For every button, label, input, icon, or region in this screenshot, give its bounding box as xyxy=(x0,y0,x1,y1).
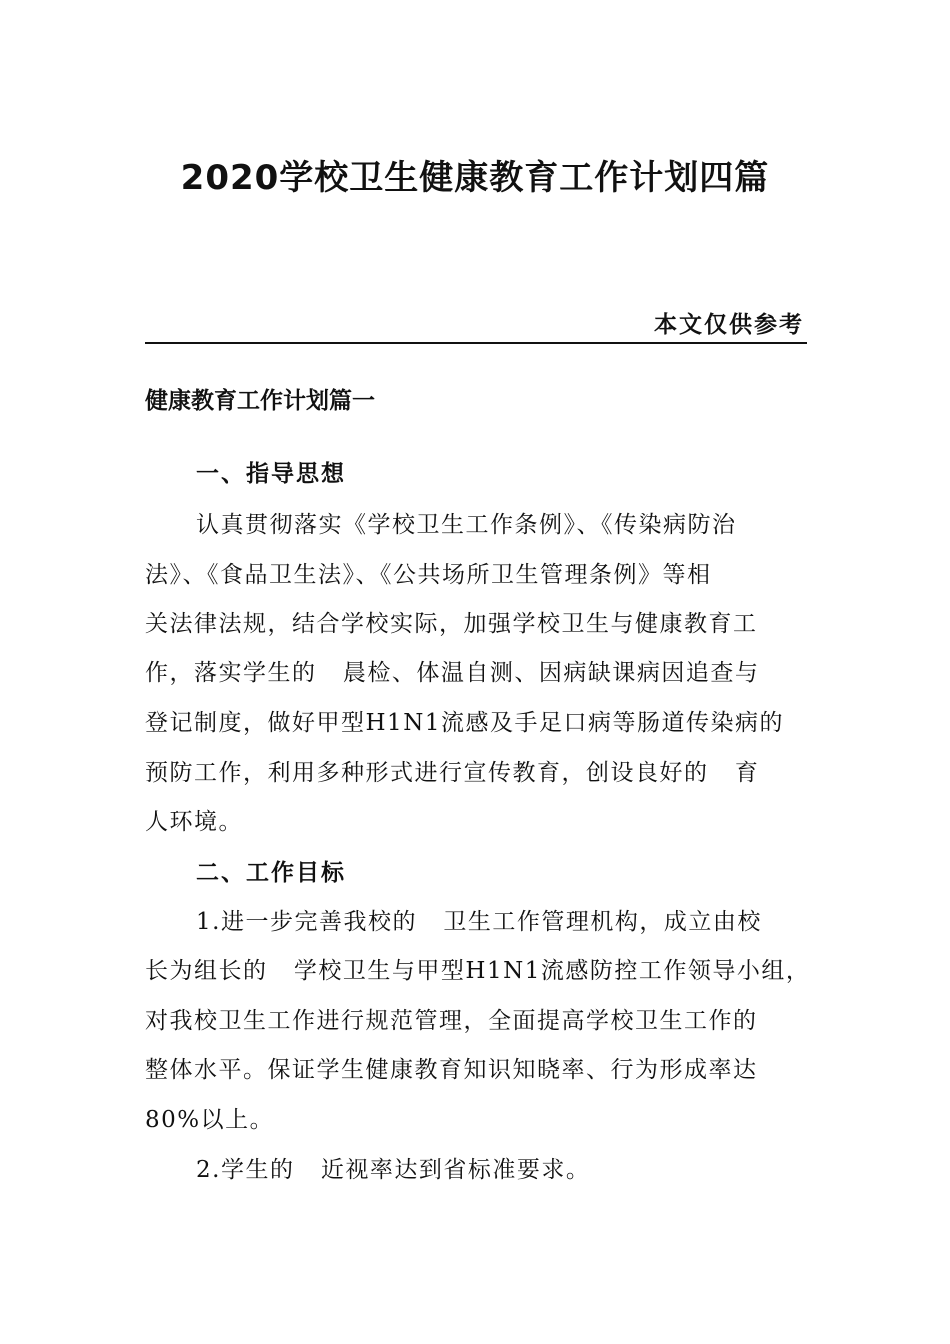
paragraph-line: 关法律法规，结合学校实际，加强学校卫生与健康教育工 xyxy=(145,611,758,637)
paragraph-line: 人环境。 xyxy=(145,809,243,835)
paragraph-line: 作，落实学生的 晨检、体温自测、因病缺课病因追查与 xyxy=(145,660,760,686)
paragraph-line: 长为组长的 学校卫生与甲型H1N1流感防控工作领导小组， xyxy=(145,958,811,984)
paragraph-line: 认真贯彻落实《学校卫生工作条例》、《传染病防治 xyxy=(196,512,737,538)
reference-note: 本文仅供参考 xyxy=(654,311,804,338)
paragraph-line: 法》、《食品卫生法》、《公共场所卫生管理条例》等相 xyxy=(145,562,712,588)
paragraph-line: 80%以上。 xyxy=(145,1107,275,1133)
paragraph-line: 2.学生的 近视率达到省标准要求。 xyxy=(196,1157,591,1183)
header-divider xyxy=(145,342,807,344)
heading-guiding-ideology: 一、指导思想 xyxy=(196,460,346,487)
section-title: 健康教育工作计划篇一 xyxy=(145,388,375,414)
paragraph-line: 对我校卫生工作进行规范管理，全面提高学校卫生工作的 xyxy=(145,1008,758,1034)
heading-work-goals: 二、工作目标 xyxy=(196,859,346,886)
document-title: 2020学校卫生健康教育工作计划四篇 xyxy=(180,158,770,198)
paragraph-line: 登记制度，做好甲型H1N1流感及手足口病等肠道传染病的 xyxy=(145,710,784,736)
paragraph-line: 预防工作，利用多种形式进行宣传教育，创设良好的 育 xyxy=(145,760,760,786)
paragraph-line: 整体水平。保证学生健康教育知识知晓率、行为形成率达 xyxy=(145,1057,758,1083)
paragraph-line: 1.进一步完善我校的 卫生工作管理机构，成立由校 xyxy=(196,909,762,935)
